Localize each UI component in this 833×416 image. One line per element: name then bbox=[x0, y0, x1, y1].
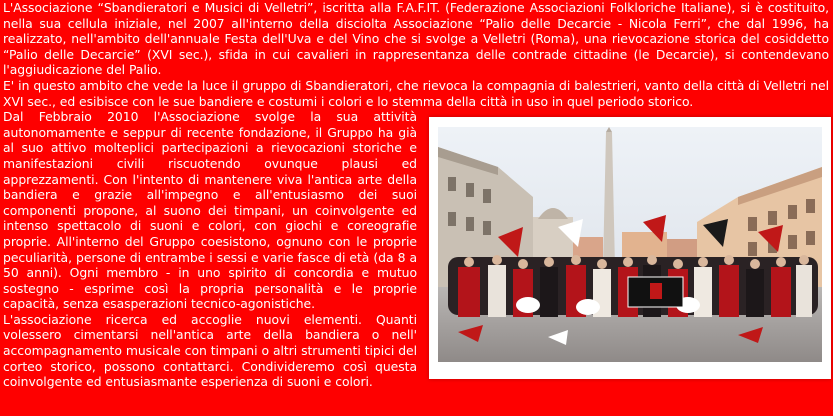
group-photo-frame bbox=[429, 117, 831, 379]
paragraph-4: L'associazione ricerca ed accoglie nuovi elementi. Quanti volessero cimentarsi nell'antica arte della bandiera o nell' accompagnamento musicale con timpani o altri strumenti tipici del corteo storico, possono contattarci. Condivideremo così questa coinvolgente ed entusiasmante esperienza di suoni e colori. bbox=[3, 311, 417, 390]
group-photo bbox=[438, 127, 822, 362]
paragraph-3: Dal Febbraio 2010 l'Associazione svolge la sua attività autonomamente e seppur di recente fondazione, il Gruppo ha già al suo attivo molteplici partecipazioni a rievocazioni storiche e manifestazioni civili riscuotendo ovunque plausi ed apprezzamenti. Con l'intento di mantenere viva l'antica arte della bandiera e grazie all'impegno e all'entusiasmo dei suoi componenti propone, al suono dei timpani, un coinvolgente ed intenso spettacolo di suoni e colori, con giochi e coreografie proprie. All'interno del Gruppo coesistono, ognuno con le proprie peculiarità, persone di entrambe i sessi e varie fasce di età (da 8 a 50 anni). Ogni membro - in uno spirito di concordia e mutuo sostegno - esprime così la propria personalità e le proprie capacità, senza esasperazioni tecnico-agonistiche. bbox=[3, 109, 417, 312]
paragraph-1: L'Associazione “Sbandieratori e Musici di Velletri”, iscritta alla F.A.F.IT. (Federazione Associazioni Folkloriche Italiane), si è costituito, nella sua cellula iniziale, nel 2007 all'interno della disciolta Associazione “Palio delle Decarcie - Nicola Ferri”, che dal 1996, ha realizzato, nell'ambito dell'annuale Festa dell'Uva e del Vino che si svolge a Velletri (Roma), una rievocazione storica del cosiddetto “Palio delle Decarcie” (XVI sec.), sfida in cui cavalieri in rappresentanza delle contrade cittadine (le Decarcie), si contendevano l'aggiudicazione del Palio. bbox=[3, 0, 829, 78]
paragraph-2: E' in questo ambito che vede la luce il gruppo di Sbandieratori, che rievoca la compagnia di balestrieri, vanto della città di Velletri nel XVI sec., ed esibisce con le sue bandiere e costumi i colori e lo stemma della città in uso in quel periodo storico. bbox=[3, 77, 829, 109]
article-text bbox=[3, 0, 829, 390]
